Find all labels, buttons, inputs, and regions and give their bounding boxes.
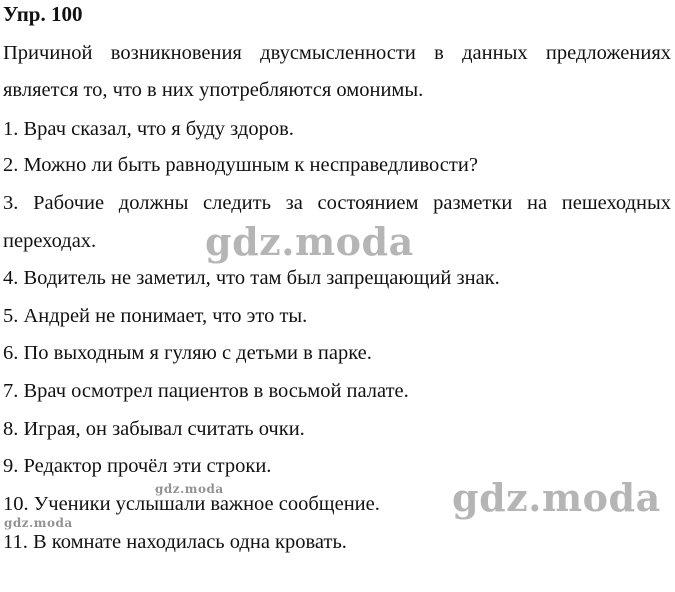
sentence-2: 2. Можно ли быть равнодушным к несправедливости? — [3, 154, 478, 176]
watermark-small-center: gdz.moda — [155, 482, 224, 496]
sentence-9: 9. Редактор прочёл эти строки. — [3, 455, 272, 477]
sentence-7: 7. Врач осмотрел пациентов в восьмой палате. — [3, 380, 409, 402]
sentence-1: 1. Врач сказал, что я буду здоров. — [3, 118, 294, 140]
watermark-main: gdz.moda — [205, 219, 414, 264]
watermark-small-left: gdz.moda — [4, 516, 73, 530]
sentence-6: 6. По выходным я гуляю с детьми в парке. — [3, 342, 372, 364]
intro-line-2: является то, что в них употребляются омонимы. — [3, 79, 424, 101]
sentence-3-line-2: переходах. — [3, 230, 97, 252]
sentence-11: 11. В комнате находилась одна кровать. — [3, 531, 347, 553]
intro-line-1: Причиной возникновения двусмысленности в данных предложениях — [3, 42, 671, 64]
sentence-4: 4. Водитель не заметил, что там был запрещающий знак. — [3, 267, 500, 289]
sentence-8: 8. Играя, он забывал считать очки. — [3, 418, 305, 440]
sentence-5: 5. Андрей не понимает, что это ты. — [3, 305, 308, 327]
exercise-title: Упр. 100 — [3, 2, 83, 26]
watermark-right: gdz.moda — [452, 475, 661, 520]
sentence-3-line-1: 3. Рабочие должны следить за состоянием разметки на пешеходных — [3, 192, 671, 214]
sentence-10: 10. Ученики услышали важное сообщение. — [3, 493, 380, 515]
